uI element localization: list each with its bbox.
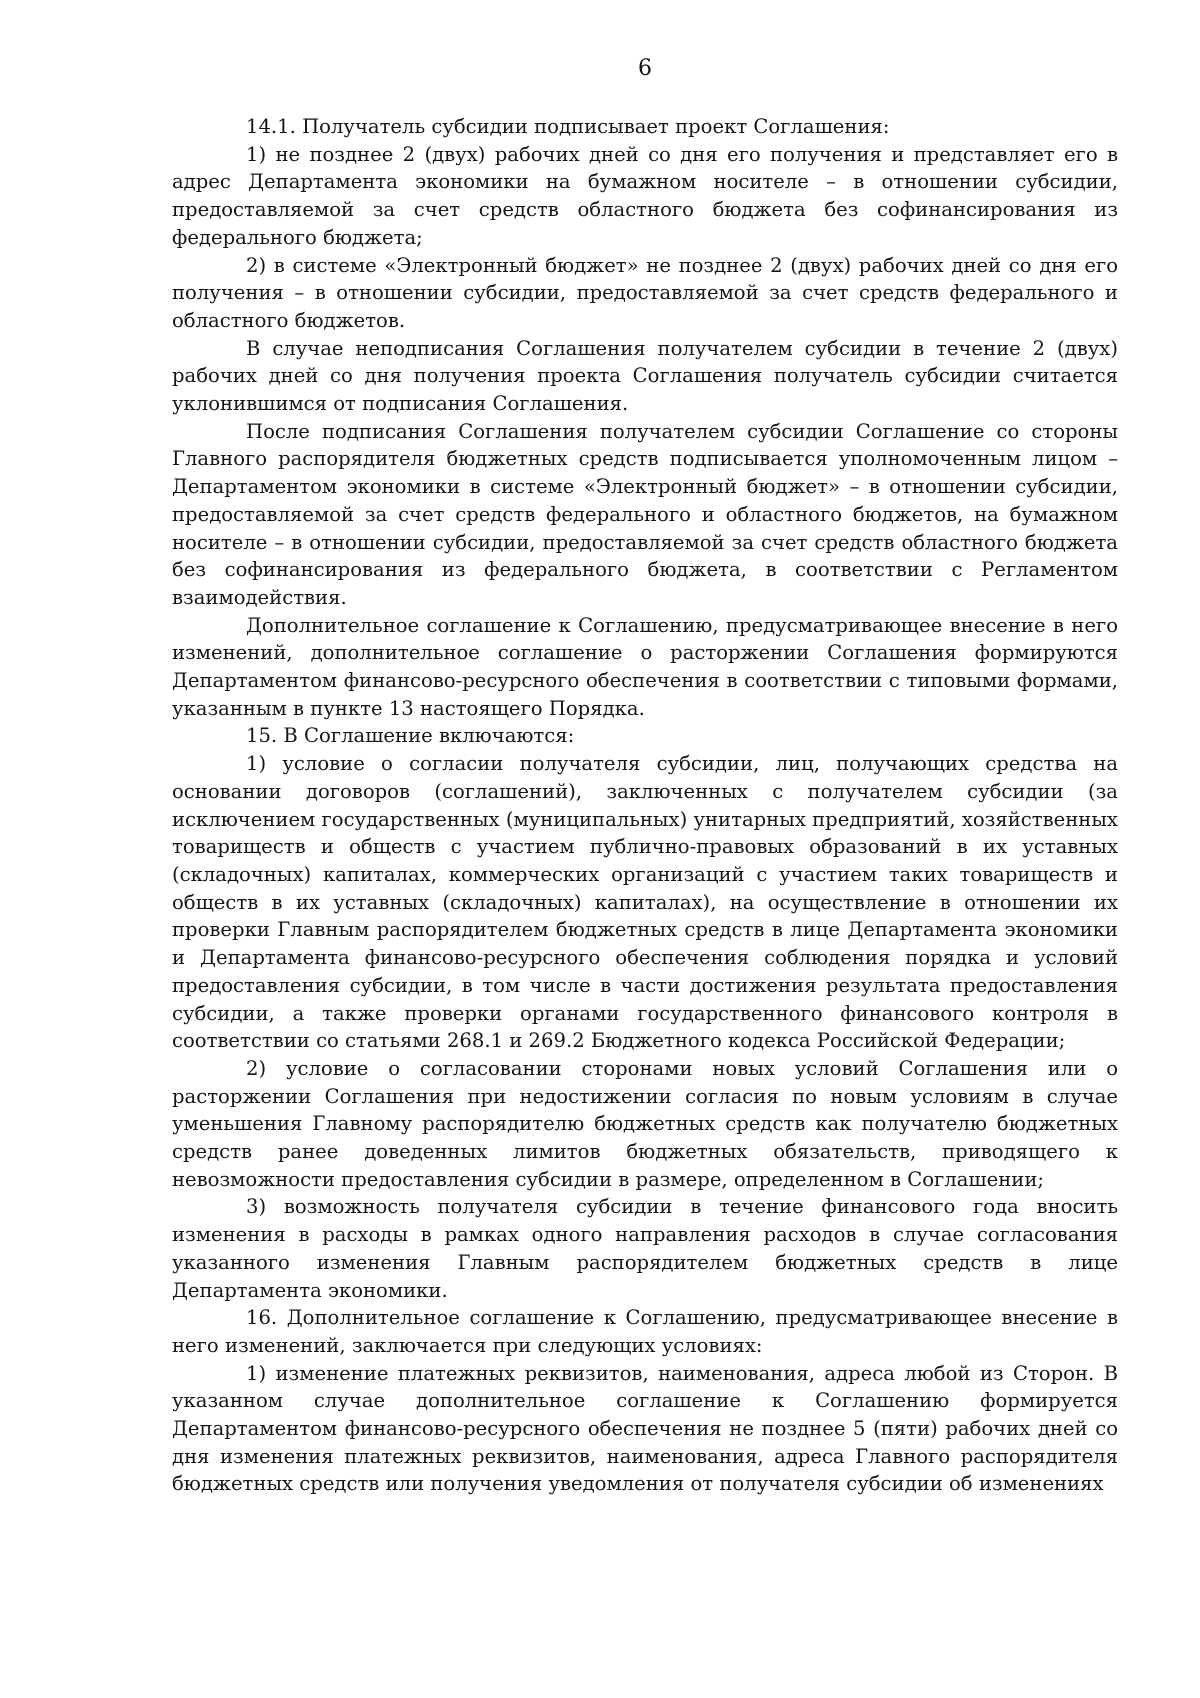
paragraph-after-signing: После подписания Соглашения получателем субсидии Соглашение со стороны Главного распорядителя бюджетных средств подписывается уполномоченным лицом – Департаментом экономики в системе «Электронный бюджет» – в отношении субсидии, предоставляемой за счет средств федерального и областного бюджетов, на бумажном носителе – в отношении субсидии, предоставляемой за счет средств областного бюджета без софинансирования из федерального бюджета, в соответствии с Регламентом взаимодействия. <box>172 419 1118 609</box>
paragraph-16-item-1: 1) изменение платежных реквизитов, наименования, адреса любой из Сторон. В указанном случае дополнительное соглашение к Соглашению формируется Департаментом финансово-ресурсного обеспечения не позднее 5 (пяти) рабочих дней со дня изменения платежных реквизитов, наименования, адреса Главного распорядителя бюджетных средств или получения уведомления от получателя субсидии об изменениях <box>172 1361 1118 1496</box>
paragraph-14-1-item-2: 2) в системе «Электронный бюджет» не позднее 2 (двух) рабочих дней со дня его получения – в отношении субсидии, предоставляемой за счет средств федерального и областного бюджетов. <box>172 253 1118 332</box>
paragraph-15: 15. В Соглашение включаются: <box>246 724 575 748</box>
paragraph-15-item-3: 3) возможность получателя субсидии в течение финансового года вносить изменения в расходы в рамках одного направления расходов в случае согласования указанного изменения Главным распорядителем бюджетных средств в лице Департамента экономики. <box>172 1195 1118 1302</box>
paragraph-additional-agreement: Дополнительное соглашение к Соглашению, предусматривающее внесение в него изменений, дополнительное соглашение о расторжении Соглашения формируются Департаментом финансово-ресурсного обеспечения в соответствии с типовыми формами, указанным в пункте 13 настоящего Порядка. <box>172 613 1118 720</box>
paragraph-16: 16. Дополнительное соглашение к Соглашению, предусматривающее внесение в него изменений, заключается при следующих условиях: <box>172 1306 1118 1357</box>
paragraph-15-item-1: 1) условие о согласии получателя субсидии, лиц, получающих средства на основании договоров (соглашений), заключенных с получателем субсидии (за исключением государственных (муниципальных) унитарных предприятий, хозяйственных товариществ и обществ с участием публично-правовых образований в их уставных (складочных) капиталах, коммерческих организаций с участием таких товариществ и обществ в их уставных (складочных) капиталах), на осуществление в отношении их проверки Главным распорядителем бюджетных средств в лице Департамента экономики и Департамента финансово-ресурсного обеспечения соблюдения порядка и условий предоставления субсидии, в том числе в части достижения результата предоставления субсидии, а также проверки органами государственного финансового контроля в соответствии со статьями 268.1 и 269.2 Бюджетного кодекса Российской Федерации; <box>172 752 1118 1053</box>
paragraph-14-1-item-1: 1) не позднее 2 (двух) рабочих дней со дня его получения и представляет его в адрес Департамента экономики на бумажном носителе – в отношении субсидии, предоставляемой за счет средств областного бюджета без софинансирования из федерального бюджета; <box>172 142 1118 249</box>
paragraph-14-1: 14.1. Получатель субсидии подписывает проект Соглашения: <box>246 115 890 138</box>
page-number: 6 <box>638 56 652 81</box>
paragraph-15-item-2: 2) условие о согласовании сторонами новых условий Соглашения или о расторжении Соглашения при недостижении согласия по новым условиям в случае уменьшения Главному распорядителю бюджетных средств как получателю бюджетных средств ранее доведенных лимитов бюджетных обязательств, приводящего к невозможности предоставления субсидии в размере, определенном в Соглашении; <box>172 1056 1118 1191</box>
paragraph-non-signing: В случае неподписания Соглашения получателем субсидии в течение 2 (двух) рабочих дней со дня получения проекта Соглашения получатель субсидии считается уклонившимся от подписания Соглашения. <box>172 336 1118 416</box>
document-body <box>172 113 1118 1498</box>
